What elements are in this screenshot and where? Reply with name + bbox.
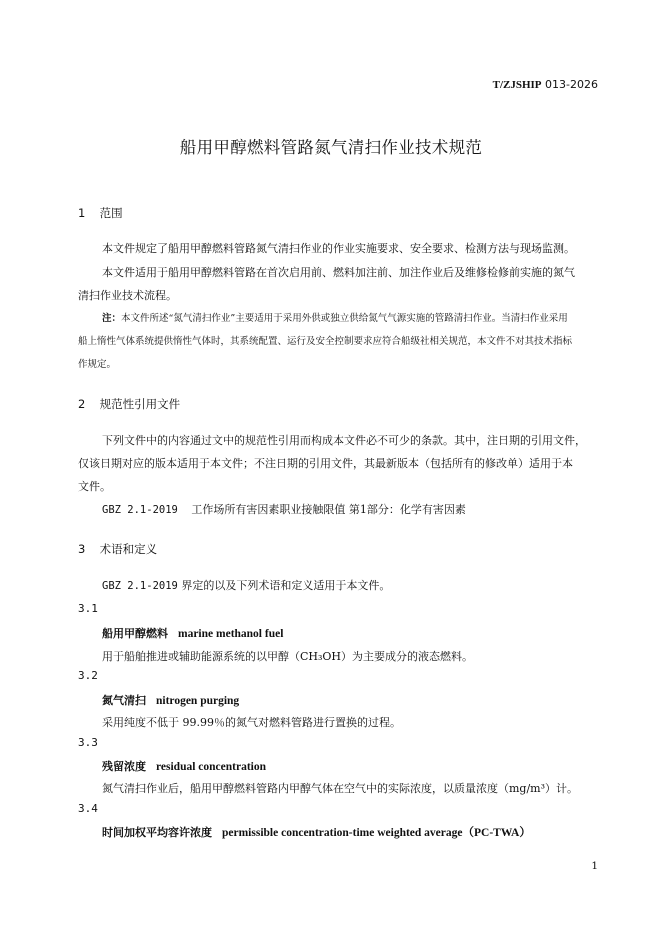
- section-1-note-line-2: 船上惰性气体系统提供惰性气体时，其系统配置、运行及安全控制要求应符合船级社相关规范，本文件不对其技术指标: [78, 336, 573, 347]
- term-3-3-definition: 氮气清扫作业后，船用甲醇燃料管路内甲醇气体在空气中的实际浓度，以质量浓度（mg/m³）计。: [102, 782, 579, 795]
- normative-reference: [102, 500, 466, 520]
- term-3-1-title: 船用甲醇燃料 marine methanol fuel: [102, 627, 284, 640]
- section-3-heading: 3 术语和定义: [78, 542, 158, 556]
- section-2-para-line-2: 仅该日期对应的版本适用于本文件；不注日期的引用文件，其最新版本（包括所有的修改单）适用于本: [78, 457, 573, 470]
- section-2-para-line-1: 下列文件中的内容通过文中的规范性引用而构成本文件必不可少的条款。其中，注日期的引用文件，: [102, 434, 586, 447]
- section-1-para-1: 本文件规定了船用甲醇燃料管路氮气清扫作业的作业实施要求、安全要求、检测方法与现场监测。: [102, 242, 575, 255]
- term-3-3-title: 残留浓度 residual concentration: [102, 760, 266, 773]
- section-1-para-2-line-1: 本文件适用于船用甲醇燃料管路在首次启用前、燃料加注前、加注作业后及维修检修前实施的氮气: [102, 266, 575, 279]
- standard-org: T/ZJSHIP: [492, 79, 542, 91]
- section-1-note-line-3: 作规定。: [78, 359, 117, 370]
- page-number: 1: [591, 860, 598, 872]
- standard-code: 013-2026: [545, 78, 598, 91]
- term-3-2-title: 氮气清扫 nitrogen purging: [102, 694, 240, 707]
- reference-title: 工作场所有害因素职业接触限值 第1部分：化学有害因素: [191, 503, 466, 516]
- section-1-para-2-line-2: 清扫作业技术流程。: [78, 289, 177, 302]
- term-3-3-number: 3.3: [78, 736, 98, 749]
- term-3-1-definition: 用于船舶推进或辅助能源系统的以甲醇（CH₃OH）为主要成分的液态燃料。: [102, 650, 474, 663]
- reference-code: GBZ 2.1-2019: [102, 504, 178, 516]
- standard-number: [493, 78, 598, 91]
- section-1-heading: 1 范围: [78, 206, 123, 220]
- term-3-4-number: 3.4: [78, 802, 98, 815]
- section-3-intro: GBZ 2.1-2019 界定的以及下列术语和定义适用于本文件。: [102, 579, 391, 592]
- section-2-para-line-3: 文件。: [78, 480, 111, 493]
- section-1-note-line-1: 注：本文件所述“氮气清扫作业”主要适用于采用外供或独立供给氮气气源实施的管路清扫作业。当清扫作业采用: [102, 313, 568, 324]
- term-3-1-number: 3.1: [78, 602, 98, 615]
- term-3-4-title: 时间加权平均容许浓度 permissible concentration-time weighted average（PC-TWA）: [102, 826, 531, 839]
- document-title: 船用甲醇燃料管路氮气清扫作业技术规范: [179, 138, 483, 157]
- note-label: 注：: [102, 313, 122, 324]
- section-2-heading: 2 规范性引用文件: [78, 397, 181, 411]
- term-3-2-definition: 采用纯度不低于 99.99％的氮气对燃料管路进行置换的过程。: [102, 716, 401, 729]
- term-3-2-number: 3.2: [78, 669, 98, 682]
